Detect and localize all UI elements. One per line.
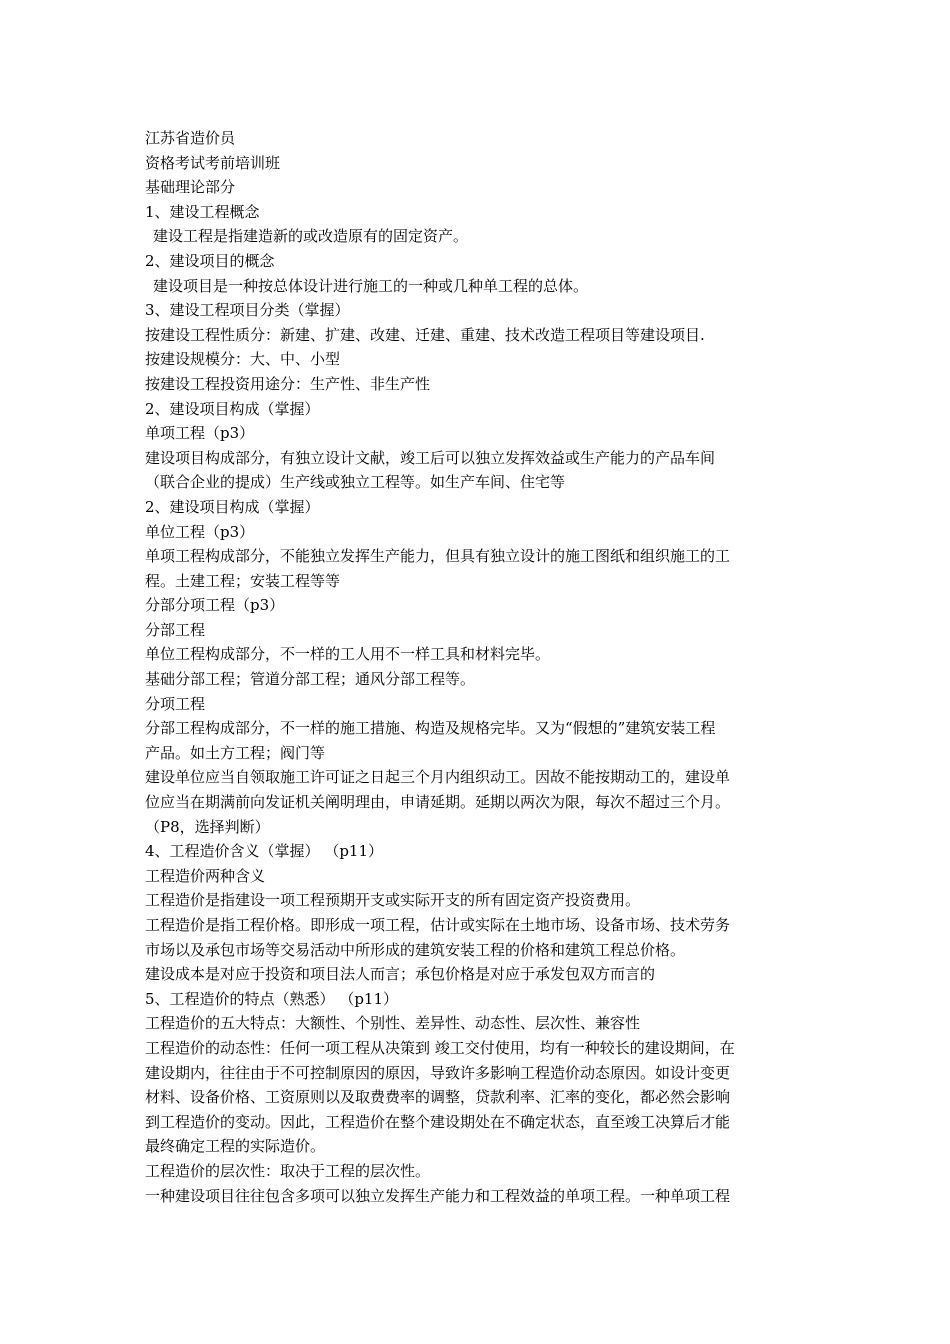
paragraph-line: 按建设工程性质分：新建、扩建、改建、迁建、重建、技术改造工程项目等建设项目. [145,325,705,344]
paragraph-line: 分部工程构成部分，不一样的施工措施、构造及规格完毕。又为“假想的”建筑安装工程 [145,719,716,738]
item-heading: 4、工程造价含义（掌握） （p11） [145,842,384,861]
paragraph-line: 建设项目是一种按总体设计进行施工的一种或几种单工程的总体。 [153,276,589,295]
paragraph-line: 材料、设备价格、工资原则以及取费费率的调整，贷款利率、汇率的变化，都必然会影响 [145,1088,731,1107]
doc-title: 江苏省造价员 [145,129,236,147]
paragraph-line: 建设期内，往往由于不可控制原因的原因，导致许多影响工程造价动态原因。如设计变更 [145,1063,731,1082]
sub-heading: 工程造价两种含义 [145,866,266,885]
paragraph-line: （P8，选择判断） [145,817,270,836]
paragraph-line: 建设单位应当自领取施工许可证之日起三个月内组织动工。因故不能按期动工的，建设单 [145,768,731,787]
sub-heading: 分部分项工程（p3） [145,596,285,615]
paragraph-line: 单项工程构成部分，不能独立发挥生产能力，但具有独立设计的施工图纸和组织施工的工 [145,547,731,566]
item-heading: 3、建设工程项目分类（掌握） [145,301,350,320]
paragraph-line: 按建设工程投资用途分：生产性、非生产性 [145,374,431,393]
item-heading: 2、建设项目构成（掌握） [145,497,320,516]
sub-heading: 分部工程 [145,620,206,639]
paragraph-line: 到工程造价的变动。因此，工程造价在整个建设期处在不确定状态，直至竣工决算后才能 [145,1112,731,1131]
paragraph-line: 程。土建工程；安装工程等等 [145,571,341,590]
paragraph-line: 基础分部工程；管道分部工程；通风分部工程等。 [145,670,476,689]
paragraph-line: 市场以及承包市场等交易活动中所形成的建筑安装工程的价格和建筑工程总价格。 [145,940,686,959]
item-heading: 1、建设工程概念 [145,202,260,221]
document-page [145,126,810,1208]
paragraph-line: 工程造价的五大特点：大额性、个别性、差异性、动态性、层次性、兼容性 [145,1014,641,1033]
paragraph-line: （联合企业的提成）生产线或独立工程等。如生产车间、住宅等 [145,473,566,492]
paragraph-line: 单位工程构成部分，不一样的工人用不一样工具和材料完毕。 [145,645,551,664]
paragraph-line: 最终确定工程的实际造价。 [145,1137,326,1156]
item-heading: 2、建设项目的概念 [145,251,275,270]
paragraph-line: 位应当在期满前向发证机关阐明理由，申请延期。延期以两次为限，每次不超过三个月。 [145,793,731,812]
section-heading: 基础理论部分 [145,178,236,197]
paragraph-line: 建设成本是对应于投资和项目法人而言；承包价格是对应于承发包双方而言的 [145,965,656,984]
paragraph-line: 工程造价的动态性：任何一项工程从决策到 竣工交付使用，均有一种较长的建设期间，在 [145,1038,735,1057]
paragraph-line: 产品。如土方工程；阀门等 [145,743,326,762]
paragraph-line: 工程造价是指工程价格。即形成一项工程，估计或实际在土地市场、设备市场、技术劳务 [145,916,731,934]
paragraph-line: 一种建设项目往往包含多项可以独立发挥生产能力和工程效益的单项工程。一种单项工程 [145,1186,731,1205]
sub-heading: 单位工程（p3） [145,522,255,541]
paragraph-line: 建设项目构成部分，有独立设计文献，竣工后可以独立发挥效益或生产能力的产品车间 [145,448,716,467]
sub-heading: 分项工程 [145,694,206,713]
paragraph-line: 建设工程是指建造新的或改造原有的固定资产。 [153,227,469,246]
paragraph-line: 工程造价是指建设一项工程预期开支或实际开支的所有固定资产投资费用。 [145,891,641,910]
paragraph-line: 工程造价的层次性：取决于工程的层次性。 [145,1161,431,1180]
paragraph-line: 按建设规模分：大、中、小型 [145,350,341,369]
item-heading: 2、建设项目构成（掌握） [145,399,320,418]
sub-heading: 单项工程（p3） [145,424,255,443]
doc-subtitle: 资格考试考前培训班 [145,153,281,172]
item-heading: 5、工程造价的特点（熟悉） （p11） [145,989,399,1008]
